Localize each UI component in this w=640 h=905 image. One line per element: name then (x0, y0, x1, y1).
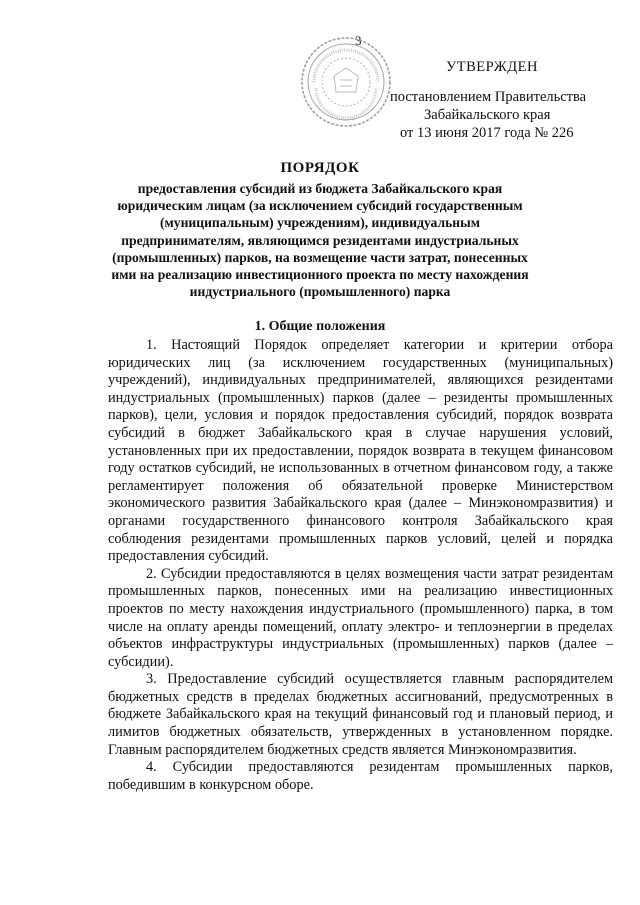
approval-line-1: постановлением Правительства (390, 89, 587, 105)
document-subtitle: предоставления субсидий из бюджета Забайкальского края юридическим лицам (за исключением субсидий государственным (муниципальным) учреждениям), индивидуальным предпринимателям, являющимся резидентами индустриальных (промышленных) парков, на возмещение части затрат, понесенных ими на реализацию инвестиционного проекта по месту нахождения индустриального (промышленного) парка (111, 181, 529, 300)
section-body (108, 337, 613, 794)
paragraph-4: 4. Субсидии предоставляются резидентам промышленных парков, победившим в конкурсном оборе. (108, 759, 613, 793)
approval-line-3: от 13 июня 2017 года № 226 (400, 125, 574, 141)
page-number: 3 (355, 33, 362, 48)
approval-line-2: Забайкальского края (424, 107, 551, 123)
approval-title: УТВЕРЖДЕН (446, 59, 538, 75)
section-heading: 1. Общие положения (254, 319, 386, 334)
paragraph-3: 3. Предоставление субсидий осуществляется главным распорядителем бюджетных средств в пределах бюджетных ассигнований, предусмотренных в бюджете Забайкальского края на текущий финансовый год и плановый период, и лимитов бюджетных обязательств, утвержденных в установленном порядке. Главным распорядителем бюджетных средств является Минэкономразвития. (108, 671, 613, 758)
paragraph-2: 2. Субсидии предоставляются в целях возмещения части затрат резидентам промышленных парков, понесенных ими на реализацию инвестиционных проектов по месту нахождения индустриального (промышленного) парка, в том числе на оплату аренды помещений, оплату электро- и теплоэнергии в пределах объектов инфраструктуры индустриальных (промышленных) парков (далее – субсидии). (108, 565, 613, 670)
paragraph-1: 1. Настоящий Порядок определяет категории и критерии отбора юридических лиц (за исключением государственных (муниципальных) учреждений), индивидуальных предпринимателей, являющихся резидентами индустриальных (промышленных) парков (далее – резиденты промышленных парков), цели, условия и порядок предоставления субсидий, порядок возврата субсидий в бюджет Забайкальского края в случае нарушения условий, установленных при их предоставлении, порядок возврата в текущем финансовом году остатков субсидий, не использованных в отчетном финансовом году, а также регламентирует положения об обязательной проверке Министерством экономического развития Забайкальского края (далее – Минэкономразвития) и органами государственного финансового контроля Забайкальского края соблюдения резидентами промышленных парков условий, целей и порядка предоставления субсидий. (108, 337, 613, 565)
official-seal-stamp (300, 36, 392, 128)
document-title: ПОРЯДОК (280, 160, 360, 176)
